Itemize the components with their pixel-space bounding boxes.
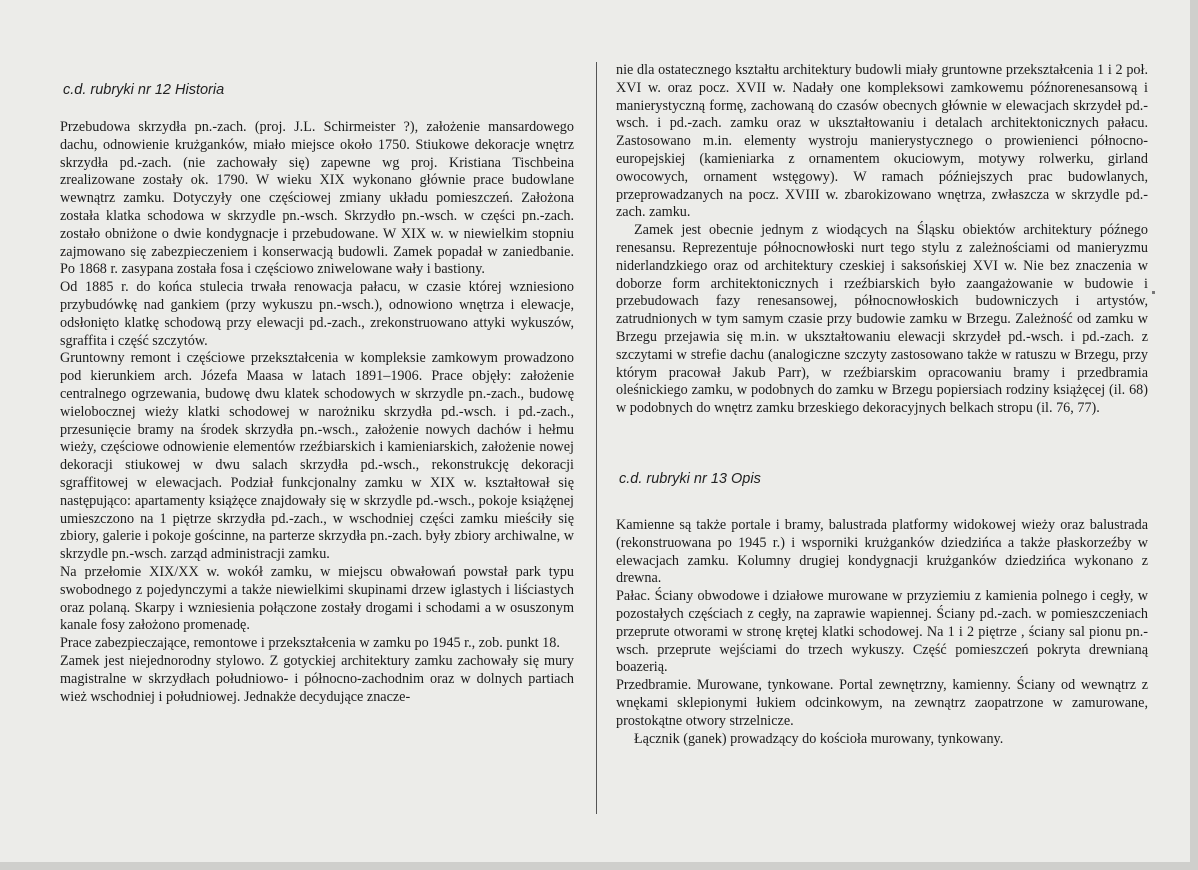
paragraph: Gruntowny remont i częściowe przekształcenia w kompleksie zamkowym prowadzono pod kierunkiem arch. Józefa Maasa w latach 1891–1906. Prace objęły: założenie centralnego ogrzewania, budowę dwu klatek schodowych w skrzydle pn.-zach., budowę wielobocznej wieży klatki schodowej w narożniku skrzydła pd.-wsch. i pd.-zach., przesunięcie bramy na środek skrzydła pn.-wsch., założenie nowych dachów i hełmu wieży, częściowe odnowienie elementów rzeźbiarskich i kamieniarskich, założenie nowej dekoracji stiukowej w dwu salach skrzydła pd.-wsch., rekonstrukcję dekoracji sgraffitowej w elewacjach. Podział funkcjonalny zamku w XIX w. kształtował się następująco: apartamenty książęce znajdowały się w skrzydle pd.-wsch., pokoje książęnej umieszczono na 1 piętrze skrzydła pd.-zach., w wschodniej części zamku mieściły się zbiory, galerie i pokoje gościnne, na parterze skrzydła pn.-zach. były zbiory archiwalne, w skrzydle pn.-wsch. zarząd administracji zamku. — [60, 350, 574, 563]
right-column — [616, 62, 1148, 418]
paragraph: Pałac. Ściany obwodowe i działowe murowane w przyziemiu z kamienia polnego i cegły, w pozostałych częściach z cegły, na zaprawie wapiennej. Ściany pd.-zach. w pomieszczeniach przeprute otworami w stronę krętej klatki schodowej. Na 1 i 2 piętrze , ściany sal pionu pn.-wsch. przeprute wejściami do trzech wykuszy. Część pomieszczeń pokryta drewnianą boazerią. — [616, 588, 1148, 676]
scan-edge-right — [1190, 0, 1198, 870]
left-column — [60, 119, 574, 706]
paragraph: Przebudowa skrzydła pn.-zach. (proj. J.L. Schirmeister ?), założenie mansardowego dachu, odnowienie krużganków, miało miejsce około 1750. Stiukowe dekoracje wnętrz skrzydła pd.-zach. (nie zachowały się) zapewne wg proj. Kristiana Tischbeina zrealizowane zostały ok. 1790. W wieku XIX wykonano głównie prace budowlane wewnątrz zamku. Dotyczyły one częściowej zmiany układu pomieszczeń. Założona została klatka schodowa w skrzydle pn.-wsch. Skrzydło pn.-wsch. w części pn.-zach. zostało obniżone o dwie kondygnacje i przebudowane. W XIX w. w niewielkim stopniu zajmowano się zabezpieczeniem i konserwacją budowli. Zamek popadał w zaniedbanie. Po 1868 r. zasypana została fosa i częściowo zniwelowane wały i bastiony. — [60, 119, 574, 278]
section-heading-history: c.d. rubryki nr 12 Historia — [63, 82, 225, 98]
paragraph: Przedbramie. Murowane, tynkowane. Portal zewnętrzny, kamienny. Ściany od wewnątrz z wnękami sklepionymi łukiem odcinkowym, na zewnątrz zaopatrzone w zamurowane, prostokątne otwory strzelnicze. — [616, 677, 1148, 729]
paragraph: Zamek jest niejednorodny stylowo. Z gotyckiej architektury zamku zachowały się mury magistralne w skrzydłach południowo- i północno-zachodnim oraz w dolnych partiach wież wschodniej i południowej. Jednakże decydujące znacze- — [60, 652, 574, 705]
paragraph: nie dla ostatecznego kształtu architektury budowli miały gruntowne przekształcenia 1 i 2 poł. XVI w. oraz pocz. XVII w. Nadały one kompleksowi zamkowemu późnorenesansową i manierystyczną formę, zachowaną do czasów obecnych głównie w elewacjach skrzydeł pd.-wsch. i pd.-zach. zamku oraz w ukształtowaniu i detalach architektonicznych pałacu. Zastosowano m.in. elementy wystroju manierystycznego o prowienienci północno-europejskiej (kamieniarka z ornamentem okuciowym, motywy rolwerku, girland owocowych, ornament wstęgowy). W ramach późniejszych prac budowlanych, przeprowadzanych na pocz. XVIII w. zbarokizowano wnętrza, zwłaszcza w skrzydle pd.-zach. zamku. — [616, 62, 1148, 221]
paragraph: Prace zabezpieczające, remontowe i przekształcenia w zamku po 1945 r., zob. punkt 18. — [60, 635, 560, 652]
section-heading-description: c.d. rubryki nr 13 Opis — [619, 471, 761, 487]
scan-edge-bottom — [0, 862, 1198, 870]
paragraph: Od 1885 r. do końca stulecia trwała renowacja pałacu, w czasie której wzniesiono przybudówkę nad gankiem (przy wykuszu pn.-wsch.), odnowiono wnętrza i elewacje, odsłonięto klatkę schodową przy elewacji pd.-zach., zrekonstruowano attyki wykuszów, sgraffita i część szczytów. — [60, 279, 574, 349]
right-column-description — [616, 517, 1148, 748]
paragraph: Zamek jest obecnie jednym z wiodących na Śląsku obiektów architektury późnego renesansu. Reprezentuje północnowłoski nurt tego stylu z zależnościami od manieryzmu niderlandzkiego oraz od architektury czeskiej i saksońskiej XVI w. Nie bez znaczenia w doborze form architektonicznych i rzeźbiarskich było zaangażowanie w budowie i przebudowach fazy renesansowej, północnowłoskich budowniczych i artystów, zatrudnionych w tym samym czasie przy budowie zamku w Brzegu. Zależność od zamku w Brzegu przejawia się m.in. w ukształtowaniu elewacji skrzydeł pd.-wsch. i pd.-zach. z szczytami w strefie dachu (analogiczne szczyty zastosowano także w ratuszu w Brzegu, przy którym pracował Jakub Parr), w rzeźbiarskim opracowaniu bramy i przedbramia oleśnickiego zamku, w podobnych do zamku w Brzegu popiersiach rodziny książęcej (il. 68) w podobnych do wnętrz zamku brzeskiego dekoracyjnych belkach stropu (il. 76, 77). — [616, 222, 1148, 417]
scan-speck — [1152, 291, 1155, 294]
paragraph: Kamienne są także portale i bramy, balustrada platformy widokowej wieży oraz balustrada (rekonstruowana po 1945 r.) i wsporniki krużganków dziedzińca a także płaskorzeźby w elewacjach zamku. Kolumny drugiej kondygnacji krużganków dziedzińca wykonano z drewna. — [616, 517, 1148, 587]
column-divider — [596, 62, 597, 814]
paragraph: Na przełomie XIX/XX w. wokół zamku, w miejscu obwałowań powstał park typu swobodnego z pojedynczymi a także niewielkimi skupinami drzew iglastych i liściastych oraz polaną. Skarpy i wzniesienia połączone zostały drogami i schodami a w osuszonym kanale fosy założono promenadę. — [60, 563, 574, 634]
paragraph: Łącznik (ganek) prowadzący do kościoła murowany, tynkowany. — [634, 730, 1004, 747]
